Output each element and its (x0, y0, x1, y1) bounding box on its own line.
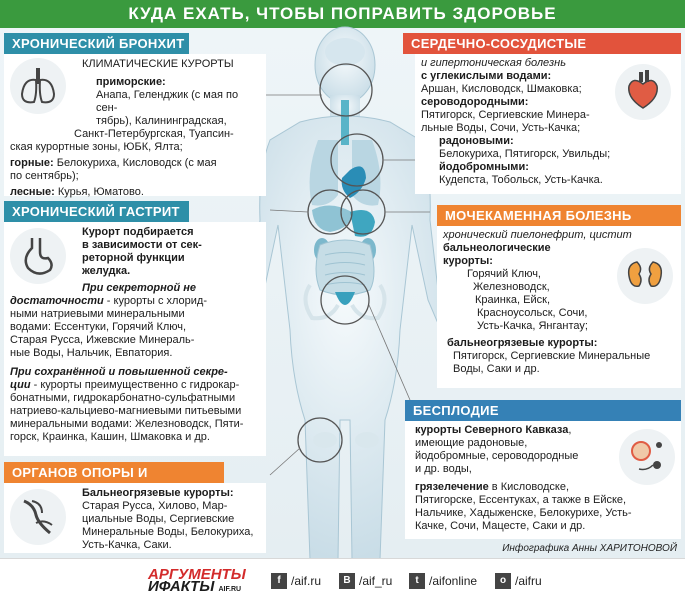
gastritis-header: ХРОНИЧЕСКИЙ ГАСТРИТ (4, 201, 189, 222)
cardio-co2-label: с углекислыми водами: (421, 70, 552, 82)
high-secretion-text-2: - курорты преимущественно с гидрокар- (30, 379, 240, 391)
musculo-line-4: Усть-Качка, Саки. (82, 539, 172, 551)
kidney-mud-line-2: Воды, Саки и др. (453, 363, 540, 375)
bronchitis-header: ХРОНИЧЕСКИЙ БРОНХИТ (4, 33, 189, 54)
kidney-card (437, 226, 681, 388)
logo-site: AIF.RU (218, 586, 242, 593)
seaside-line-1: Анапа, Геленджик (с мая по сен- (96, 89, 239, 114)
forest-text: Курья, Юматово. (54, 186, 144, 198)
musculo-line-3: Минеральные Воды, Белокуриха, (82, 526, 254, 538)
cardio-card (415, 54, 681, 194)
kidney-header: МОЧЕКАМЕННАЯ БОЛЕЗНЬ (437, 205, 681, 226)
bronchitis-subtitle: КЛИМАТИЧЕСКИЕ КУРОРТЫ (82, 58, 234, 70)
twitter-handle: /aifonline (429, 574, 478, 588)
kidney-subtitle: хронический пиелонефрит, цистит (443, 229, 632, 241)
cardio-h2s-line-1: Пятигорск, Сергиевские Минера- (421, 109, 590, 121)
infertility-header: БЕСПЛОДИЕ (405, 400, 681, 421)
bronchitis-card (4, 54, 266, 196)
high-secretion-line-4: натриево-кальциево-магниевыми питьевыми (10, 405, 242, 417)
kidney-resort-3: Краинка, Ейск, (475, 294, 550, 306)
high-secretion-line-6: горск, Краинка, Кашин, Шмаковка и др. (10, 431, 210, 443)
cardio-radon-label: радоновыми: (439, 135, 514, 147)
high-secretion-label-2: ции (10, 379, 31, 391)
low-secretion-line-5: Старая Русса, Ижевские Минераль- (10, 334, 195, 346)
high-secretion-label-1: При сохранённой и повышенной секре- (10, 366, 228, 378)
infertility-nc-line-4: и др. воды, (415, 463, 472, 475)
infertility-nc-label: курорты Северного Кавказа (415, 424, 569, 436)
facebook-link[interactable] (271, 572, 321, 590)
kidney-balneo-label-1: бальнеологические (443, 242, 551, 254)
seaside-label: приморские: (96, 76, 166, 88)
cells-icon (619, 429, 675, 485)
low-secretion-line-6: ные Воды, Нальчик, Евпатория. (10, 347, 173, 359)
aif-logo[interactable] (148, 566, 246, 596)
cardio-h2s-line-2: льные Воды, Сочи, Усть-Качка; (421, 122, 581, 134)
infertility-mud-line-1: в Кисловодске, (488, 481, 570, 493)
cardio-h2s-label: сероводородными: (421, 96, 529, 108)
infertility-nc-line-2: имеющие радоновые, (415, 437, 528, 449)
vk-link[interactable] (339, 572, 392, 590)
logo-line-2: ИФАКТЫ (148, 578, 215, 595)
gastritis-intro-4: желудка. (82, 265, 131, 277)
ok-icon: o (495, 573, 511, 589)
high-secretion-line-5: минеральными водами: Железноводск, Пяти- (10, 418, 244, 430)
mountain-label: горные: (10, 157, 54, 169)
cardio-co2-text: Аршан, Кисловодск, Шмаковка; (421, 83, 582, 95)
low-secretion-text-2: - курорты с хлорид- (103, 295, 208, 307)
kidney-resort-2: Железноводск, (473, 281, 550, 293)
infertility-nc-line-3: йодобромные, сероводородные (415, 450, 579, 462)
vk-icon: B (339, 573, 355, 589)
gastritis-intro-3: реторной функции (82, 252, 185, 264)
kidney-resort-4: Красноусольск, Сочи, (477, 307, 588, 319)
cardio-iodine-text: Кудепста, Тобольск, Усть-Качка. (439, 174, 603, 186)
twitter-link[interactable] (409, 572, 477, 590)
infertility-mud-line-3: Нальчике, Хадыженске, Белокурихе, Усть- (415, 507, 632, 519)
stomach-icon (10, 228, 66, 284)
forest-label: лесные: (10, 186, 55, 198)
heart-icon (615, 64, 671, 120)
low-secretion-label-2: достаточности (10, 295, 104, 307)
twitter-icon: t (409, 573, 425, 589)
cardio-iodine-label: йодобромными: (439, 161, 529, 173)
kidney-resort-5: Усть-Качка, Янгантау; (477, 320, 588, 332)
kidney-mud-label: бальнеогрязевые курорты: (447, 337, 598, 349)
cardio-header: СЕРДЕЧНО-СОСУДИСТЫЕ (403, 33, 681, 54)
vk-handle: /aif_ru (359, 574, 393, 588)
kidneys-icon (617, 248, 673, 304)
gastritis-card (4, 222, 266, 456)
lungs-icon (10, 58, 66, 114)
infertility-card (405, 421, 681, 539)
mountain-line-1: Белокуриха, Кисловодск (с мая (53, 157, 217, 169)
gastritis-intro-1: Курорт подбирается (82, 226, 194, 238)
infographic-credit: Инфографика Анны ХАРИТОНОВОЙ (502, 543, 677, 554)
musculo-line-2: циальные Воды, Сергиевские (82, 513, 235, 525)
cardio-subtitle: и гипертоническая болезнь (421, 57, 566, 69)
mountain-line-2: по сентябрь); (10, 170, 79, 182)
seaside-line-2: тябрь), Калининградская, (96, 115, 227, 127)
low-secretion-line-4: водами: Ессентуки, Горячий Ключ, (10, 321, 187, 333)
kidney-mud-line-1: Пятигорск, Сергиевские Минеральные (453, 350, 651, 362)
cardio-radon-text: Белокуриха, Пятигорск, Увильды; (439, 148, 611, 160)
seaside-line-3: Санкт-Петербургская, Туапсин- (74, 128, 234, 140)
logo-line-1: АРГУМЕНТЫ (148, 566, 246, 583)
knee-joint-icon (10, 489, 66, 545)
facebook-icon: f (271, 573, 287, 589)
musculo-label: Бальнеогрязевые курорты: (82, 487, 234, 499)
low-secretion-line-3: ными натриевыми минеральными (10, 308, 185, 320)
musculo-line-1: Старая Русса, Хилово, Мар- (82, 500, 228, 512)
low-secretion-label-1: При секреторной не (82, 282, 197, 294)
kidney-balneo-label-2: курорты: (443, 255, 493, 267)
infertility-mud-label: грязелечение (415, 481, 489, 493)
musculo-header: ОРГАНОВ ОПОРЫ И (4, 462, 224, 483)
ok-link[interactable] (495, 572, 542, 590)
musculo-card (4, 483, 266, 553)
infertility-mud-line-4: Качке, Сочи, Мацесте, Саки и др. (415, 520, 586, 532)
facebook-handle: /aif.ru (291, 574, 322, 588)
ok-handle: /aifru (515, 574, 542, 588)
infertility-nc-comma: , (568, 424, 572, 436)
gastritis-intro-2: в зависимости от сек- (82, 239, 202, 251)
seaside-line-4: ская курортные зоны, ЮБК, Ялта; (10, 141, 183, 153)
page-title: КУДА ЕХАТЬ, ЧТОБЫ ПОПРАВИТЬ ЗДОРОВЬЕ (128, 4, 557, 23)
kidney-resort-1: Горячий Ключ, (467, 268, 541, 280)
high-secretion-line-3: бонатными, гидрокарбонатно-сульфатными (10, 392, 236, 404)
infertility-mud-line-2: Пятигорске, Ессентуках, а также в Ейске, (415, 494, 627, 506)
